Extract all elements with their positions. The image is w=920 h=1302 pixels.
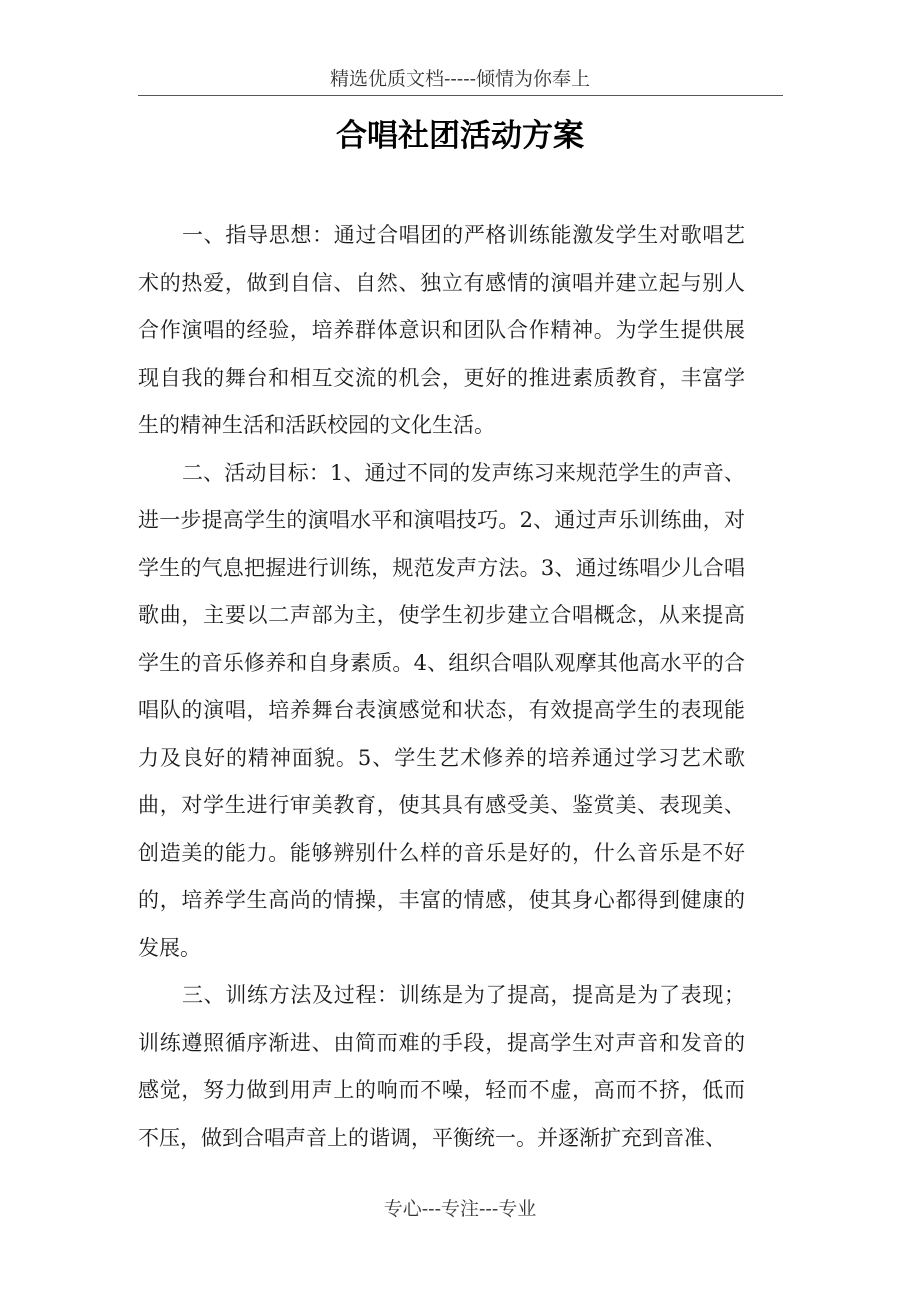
paragraph-training-methods: 三、训练方法及过程：训练是为了提高，提高是为了表现；训练遵照循序渐进、由简而难的手段，提高学生对声音和发音的感觉，努力做到用声上的响而不噪，轻而不虚，高而不挤，低而不压，做到合唱声音上的谐调，平衡统一。并逐渐扩充到音准、 (138, 983, 745, 1150)
document-body (138, 212, 745, 1162)
paragraph-guiding-ideology: 一、指导思想：通过合唱团的严格训练能激发学生对歌唱艺术的热爱，做到自信、自然、独立有感情的演唱并建立起与别人合作演唱的经验，培养群体意识和团队合作精神。为学生提供展现自我的舞台和相互交流的机会，更好的推进素质教育，丰富学生的精神生活和活跃校园的文化生活。 (138, 223, 745, 437)
page-footer: 专心---专注---专业 (383, 1198, 537, 1220)
page-header: 精选优质文档-----倾情为你奉上 (329, 68, 591, 90)
document-title: 合唱社团活动方案 (336, 118, 584, 154)
header-divider (138, 95, 783, 96)
paragraph-activity-goals: 二、活动目标：1、通过不同的发声练习来规范学生的声音、进一步提高学生的演唱水平和演唱技巧。2、通过声乐训练曲，对学生的气息把握进行训练，规范发声方法。3、通过练唱少儿合唱歌曲，主要以二声部为主，使学生初步建立合唱概念，从来提高学生的音乐修养和自身素质。4、组织合唱队观摩其他高水平的合唱队的演唱，培养舞台表演感觉和状态，有效提高学生的表现能力及良好的精神面貌。5、学生艺术修养的培养通过学习艺术歌曲，对学生进行审美教育，使其具有感受美、鉴赏美、表现美、创造美的能力。能够辨别什么样的音乐是好的，什么音乐是不好的，培养学生高尚的情操，丰富的情感，使其身心都得到健康的发展。 (138, 460, 745, 960)
